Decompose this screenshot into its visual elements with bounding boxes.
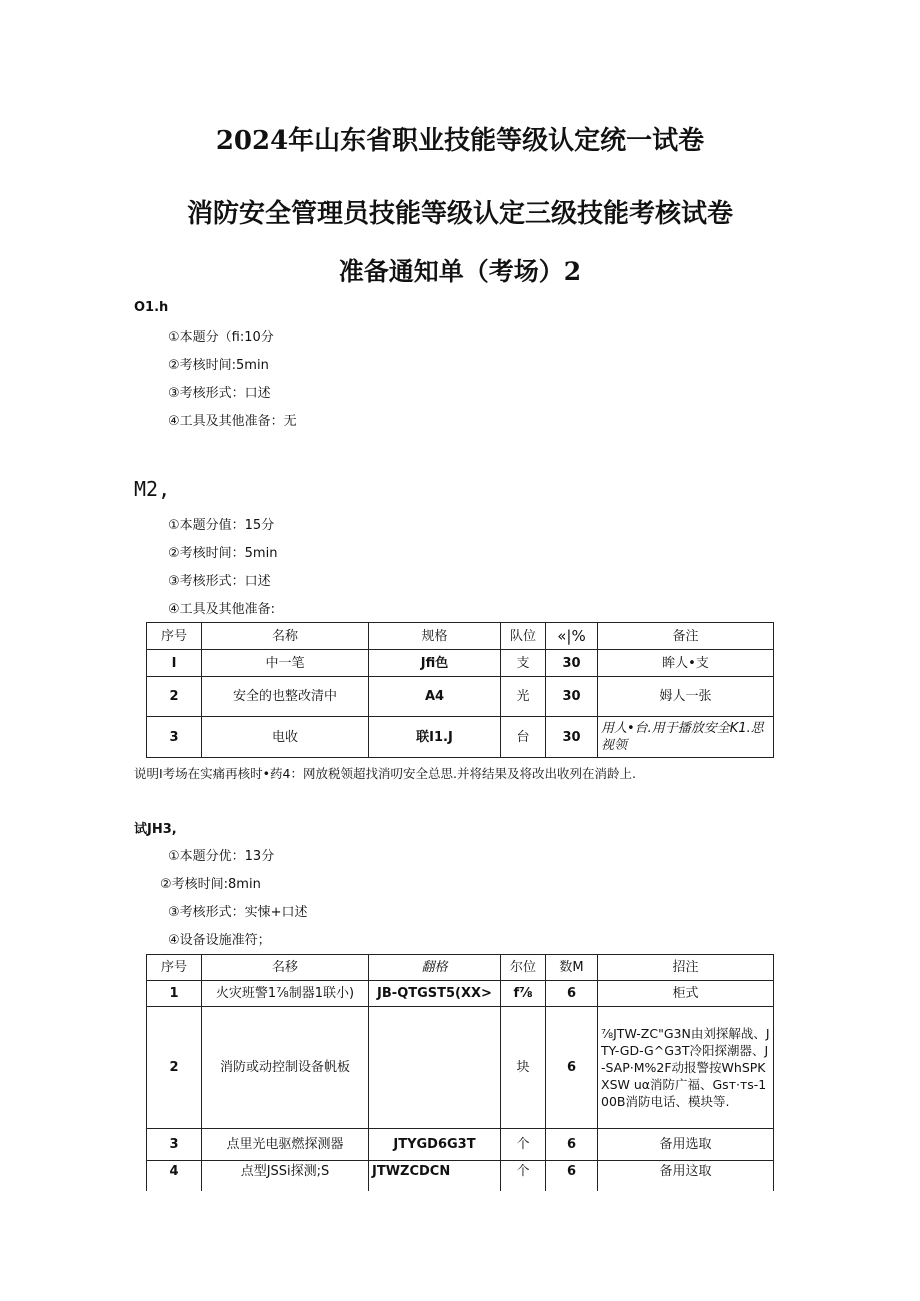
q3-item-time: ②考核时间:8min <box>160 877 261 892</box>
q2-heading: M2, <box>134 477 171 501</box>
table-cell: JTYGD6G3T <box>369 1129 501 1161</box>
header-cell: 队位 <box>501 623 546 650</box>
header-cell: 数M <box>546 955 598 981</box>
q1-item-time: ②考核时间:5min <box>168 358 269 373</box>
q2-item-time: ②考核时间：5min <box>168 546 278 561</box>
table-cell: 电收 <box>202 717 369 758</box>
table-cell: 30 <box>546 650 598 677</box>
table-cell: 中一笔 <box>202 650 369 677</box>
table-cell <box>369 1007 501 1129</box>
q3-item-form: ③考核形式：实悚+口述 <box>168 905 308 920</box>
table-cell: 6 <box>546 1129 598 1161</box>
table-cell: 联I1.J <box>369 717 501 758</box>
table-header-row <box>147 955 774 981</box>
table-row <box>147 981 774 1007</box>
table-cell: 2 <box>147 677 202 717</box>
table-header-row <box>147 623 774 650</box>
table-cell: 用人•台.用于播放安全K1.思视领 <box>598 717 774 758</box>
table-cell: 点型JSSi探测;S <box>202 1161 369 1191</box>
q1-item-score: ①本题分（fi:10分 <box>168 330 274 345</box>
table-row <box>147 650 774 677</box>
q1-item-form: ③考核形式：口述 <box>168 386 271 401</box>
exam-title: 2024年山东省职业技能等级认定统一试卷 <box>215 126 705 156</box>
q2-item-score: ①本题分值：15分 <box>168 518 275 533</box>
notice-title: 准备通知单（考场）2 <box>338 257 582 286</box>
header-cell: «|% <box>546 623 598 650</box>
table-cell: Jfi色 <box>369 650 501 677</box>
q2-item-form: ③考核形式：口述 <box>168 574 271 589</box>
table-cell: I <box>147 650 202 677</box>
table-cell: 30 <box>546 677 598 717</box>
table-cell: JB-QTGST5(XX> <box>369 981 501 1007</box>
table-cell: f⅞ <box>501 981 546 1007</box>
table-row <box>147 677 774 717</box>
table-row <box>147 717 774 758</box>
table-cell: 3 <box>147 1129 202 1161</box>
table-cell: 30 <box>546 717 598 758</box>
table-cell: JTWZCDCN <box>369 1161 501 1191</box>
q3-equipment-table <box>146 954 774 1191</box>
table-cell: 6 <box>546 981 598 1007</box>
table-row <box>147 1007 774 1129</box>
table-cell: 个 <box>501 1161 546 1191</box>
table-row <box>147 1129 774 1161</box>
table-cell: 消防或动控制设备帆板 <box>202 1007 369 1129</box>
q1-item-tools: ④工具及其他准备：无 <box>168 414 297 429</box>
table-cell: 个 <box>501 1129 546 1161</box>
table-cell: 柜式 <box>598 981 774 1007</box>
table-cell: 1 <box>147 981 202 1007</box>
header-cell: 招注 <box>598 955 774 981</box>
q2-materials-table <box>146 622 774 758</box>
q3-item-equipment: ④设备设施准符； <box>168 933 271 948</box>
q3-heading: 试JH3, <box>134 822 177 837</box>
table-cell: 块 <box>501 1007 546 1129</box>
header-cell: 尔位 <box>501 955 546 981</box>
q2-item-tools: ④工具及其他准备: <box>168 602 276 617</box>
table-cell: 6 <box>546 1161 598 1191</box>
table-cell: 3 <box>147 717 202 758</box>
header-cell: 序号 <box>147 623 202 650</box>
table-cell: 安全的也整改清中 <box>202 677 369 717</box>
table-row <box>147 1161 774 1191</box>
table-cell: 点里光电驱燃探测器 <box>202 1129 369 1161</box>
header-cell: 名移 <box>202 955 369 981</box>
q3-item-score: ①本题分优：13分 <box>168 849 275 864</box>
table-cell: 备用选取 <box>598 1129 774 1161</box>
table-cell: 眸人•支 <box>598 650 774 677</box>
table-cell: 4 <box>147 1161 202 1191</box>
exam-subtitle: 消防安全管理员技能等级认定三级技能考核试卷 <box>186 199 733 229</box>
header-cell: 序号 <box>147 955 202 981</box>
q2-note: 说明I考场在实痛再核时•药4：网放税领超找消叨安全总思.并将结果及将改出收列在消龄上. <box>134 766 636 781</box>
header-cell: 名称 <box>202 623 369 650</box>
table-cell: 火灾班警1⅞制器1联小) <box>202 981 369 1007</box>
header-cell: 规格 <box>369 623 501 650</box>
table-cell: 2 <box>147 1007 202 1129</box>
table-cell: 6 <box>546 1007 598 1129</box>
table-cell: 台 <box>501 717 546 758</box>
table-cell: ⅞JTW-ZC"G3N由刘探解战、JTY-GD-G^G3T冷阳探潮器、J-SAP·M%2F动报警按WhSPKXSW uα消防广福、Gsт·тs-100B消防电话、模块等. <box>598 1007 774 1129</box>
table-cell: A4 <box>369 677 501 717</box>
header-cell: 翻格 <box>369 955 501 981</box>
header-cell: 备注 <box>598 623 774 650</box>
q1-heading: O1.h <box>134 300 169 315</box>
table-cell: 光 <box>501 677 546 717</box>
table-cell: 备用这取 <box>598 1161 774 1191</box>
table-cell: 姆人一张 <box>598 677 774 717</box>
table-cell: 支 <box>501 650 546 677</box>
